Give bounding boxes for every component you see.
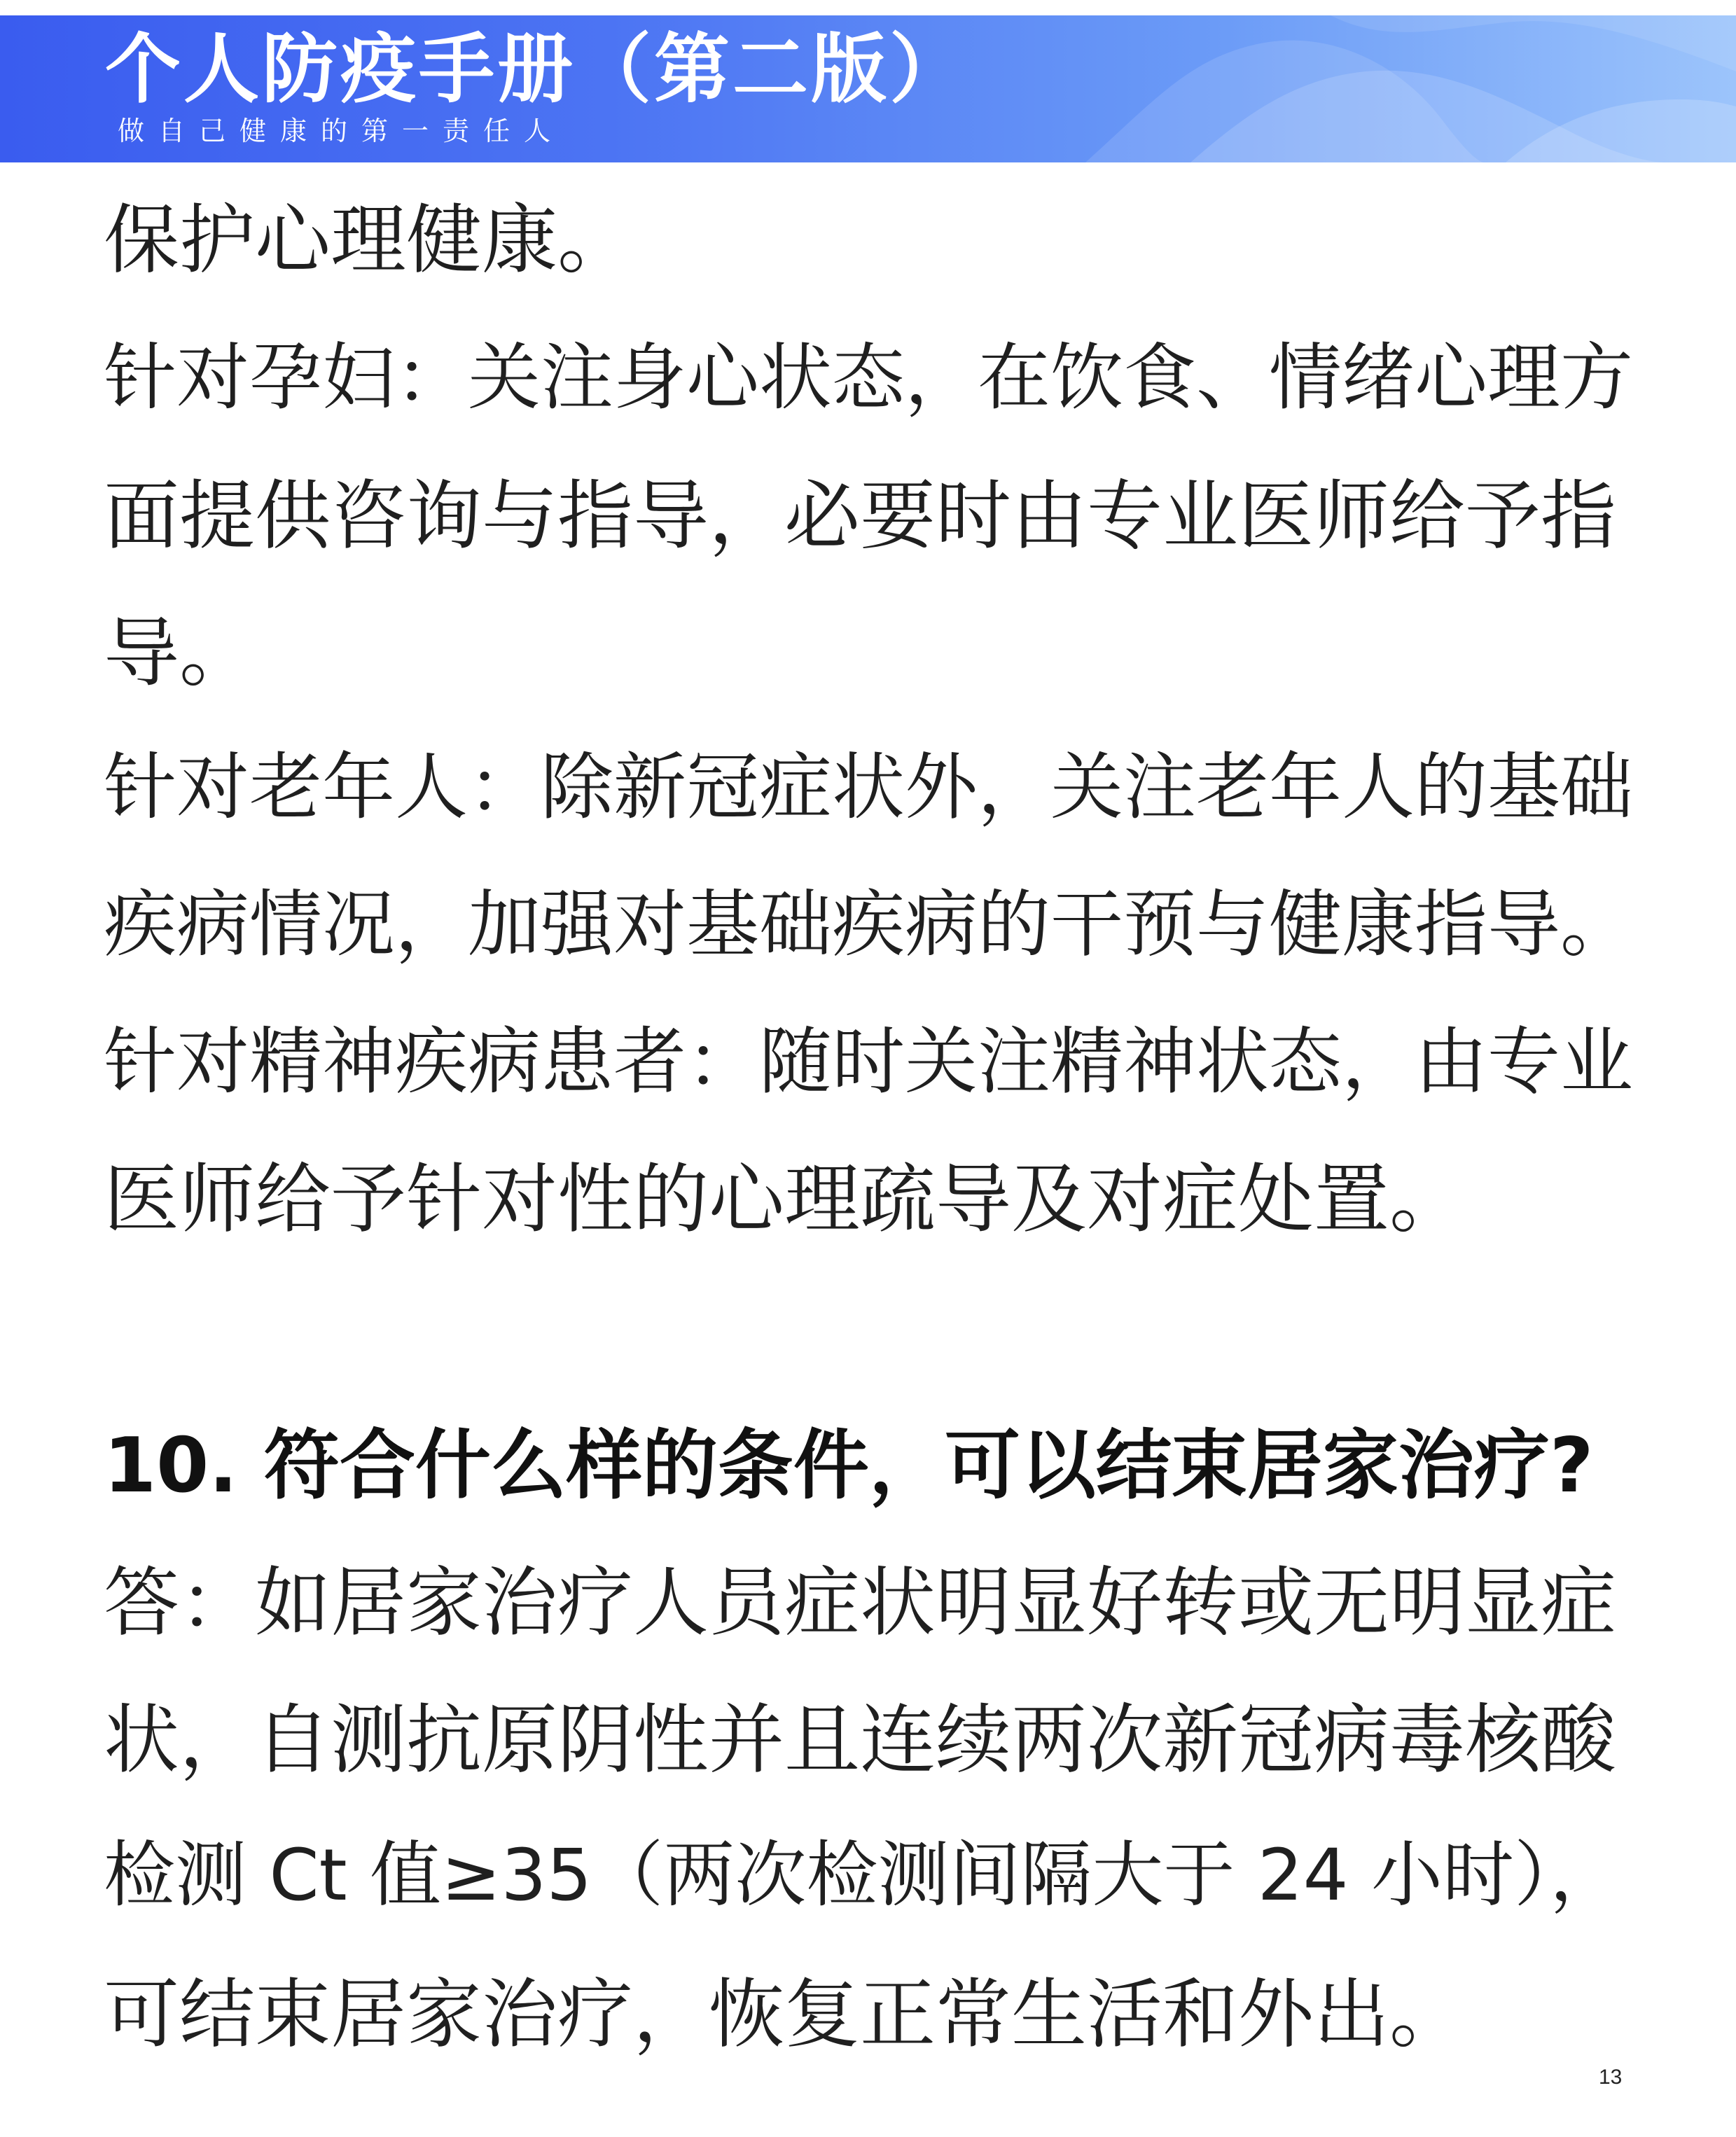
paragraph-line: 针对孕妇：关注身心状态，在饮食、情绪心理方: [104, 335, 1634, 420]
paragraph-line: 导。: [104, 610, 256, 697]
answer-line: 可结束居家治疗，恢复正常生活和外出。: [104, 1971, 1466, 2059]
paragraph-line: 针对精神疾病患者：随时关注精神状态，由专业: [104, 1019, 1634, 1104]
page-number: 13: [1599, 2066, 1623, 2089]
banner-title: 个人防疫手册（第二版）: [105, 26, 968, 113]
answer-line: 答：如居家治疗人员症状明显好转或无明显症: [104, 1559, 1617, 1647]
paragraph-line: 针对老年人：除新冠症状外，关注老年人的基础: [104, 744, 1634, 830]
answer-line: 检测 Ct 值≥35（两次检测间隔大于 24 小时），: [104, 1834, 1621, 1917]
paragraph-line: 疾病情况，加强对基础疾病的干预与健康指导。: [104, 882, 1634, 967]
paragraph-line: 面提供咨询与指导，必要时由专业医师给予指: [104, 473, 1617, 560]
question-heading: 10. 符合什么样的条件，可以结束居家治疗?: [104, 1422, 1594, 1510]
paragraph-line: 医师给予针对性的心理疏导及对症处置。: [104, 1156, 1466, 1244]
answer-line: 状，自测抗原阴性并且连续两次新冠病毒核酸: [104, 1697, 1617, 1784]
header-banner: [0, 15, 1736, 162]
paragraph-line: 保护心理健康。: [104, 197, 634, 284]
banner-subtitle: 做自己健康的第一责任人: [118, 116, 565, 146]
